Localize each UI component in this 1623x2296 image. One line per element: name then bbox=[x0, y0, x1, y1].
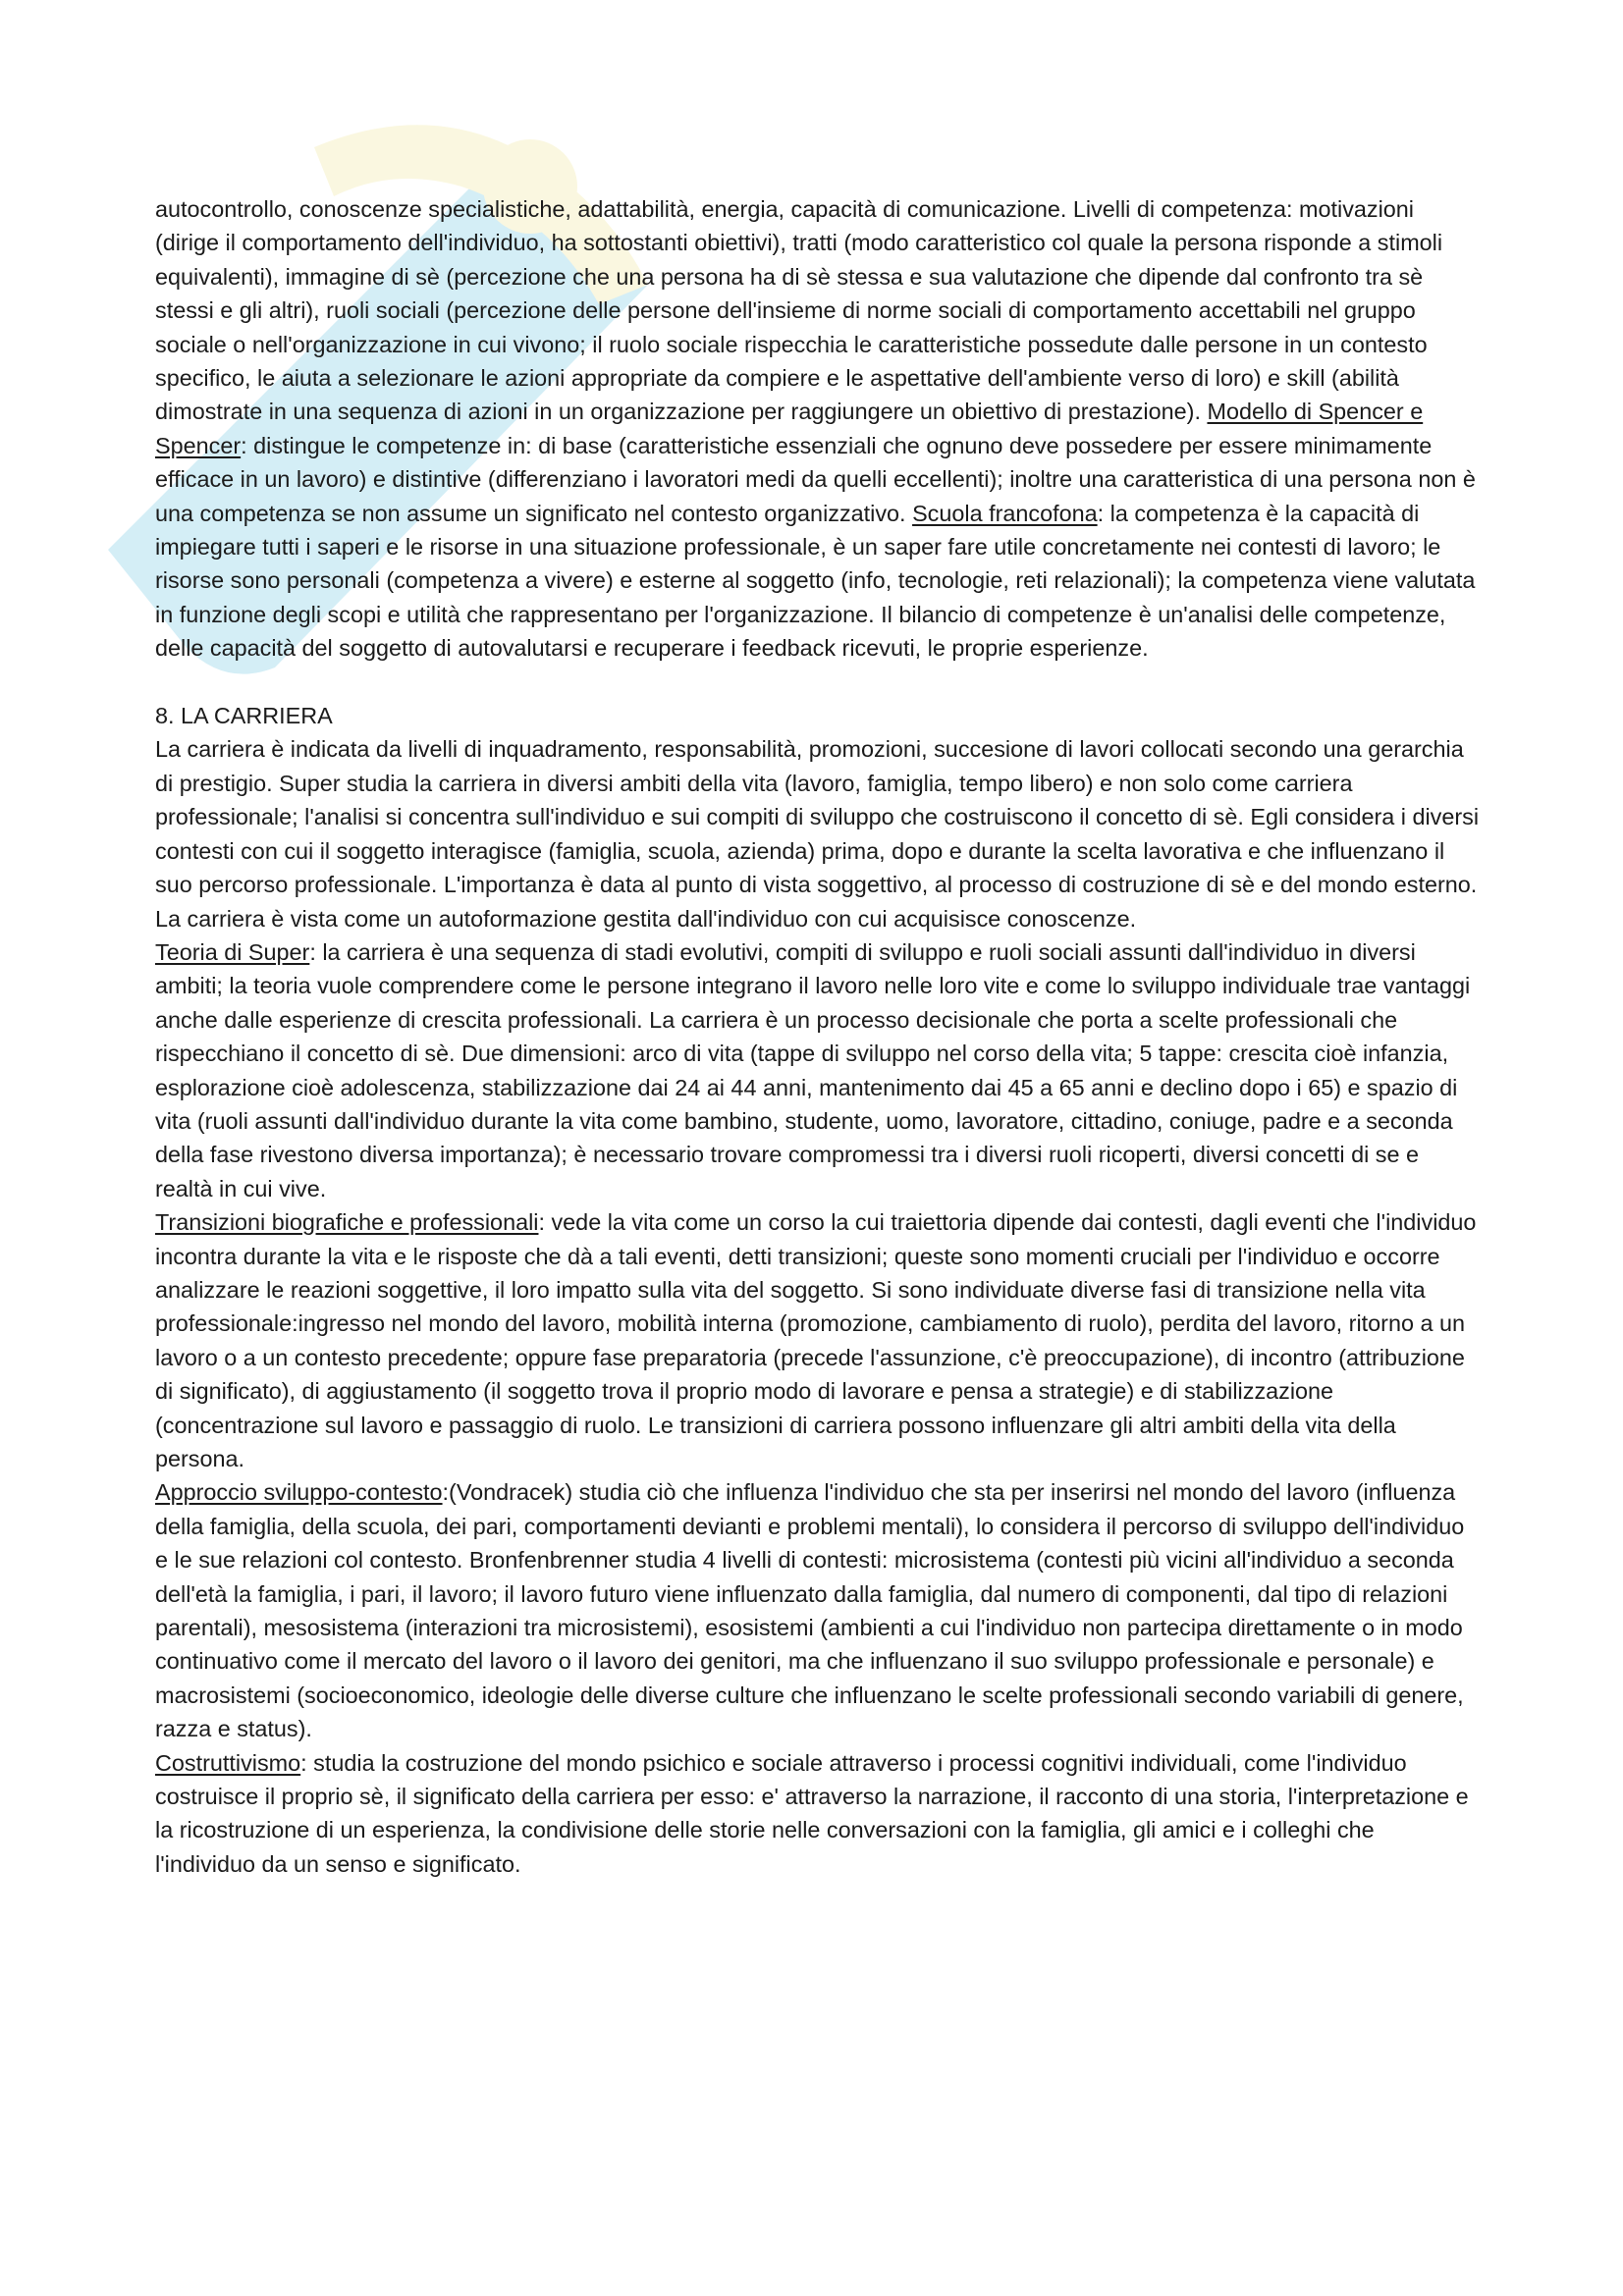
paragraph-text: : distingue le competenze in: di base (caratteristiche essenziali che ognuno deve possedere per essere minimamente efficace in un lavoro) e distintive (differenziano i lavoratori medi da quelli eccellenti); inoltre una caratteristica di una persona non è una competenza se non assume un significato nel contesto organizzativo. bbox=[155, 432, 1476, 526]
paragraph-text: :(Vondracek) studia ciò che influenza l'individuo che sta per inserirsi nel mondo del lavoro (influenza della famiglia, della scuola, dei pari, comportamenti devianti e problemi mentali), lo considera il percorso di sviluppo dell'individuo e le sue relazioni col contesto. Bronfenbrenner studia 4 livelli di contesti: microsistema (contesti più vicini all'individuo a seconda dell'età la famiglia, i pari, il lavoro; il lavoro futuro viene influenzato dalla famiglia, dal numero di componenti, dal tipo di relazioni parentali), mesosistema (interazioni tra microsistemi), esosistemi (ambienti a cui l'individuo non partecipa direttamente o in modo continuativo come il mercato del lavoro o il lavoro dei genitori, ma che influenzano il suo sviluppo professionale e personale) e macrosistemi (socioeconomico, ideologie delle diverse culture che influenzano le scelte professionali secondo variabili di genere, razza e status). bbox=[155, 1479, 1465, 1742]
term-francophone-school: Scuola francofona bbox=[912, 500, 1098, 526]
development-context-paragraph bbox=[155, 1475, 1481, 1745]
document-page bbox=[155, 192, 1481, 1881]
term-super-theory: Teoria di Super bbox=[155, 938, 310, 965]
career-intro-paragraph: La carriera è indicata da livelli di inquadramento, responsabilità, promozioni, succesione di lavori collocati secondo una gerarchia di prestigio. Super studia la carriera in diversi ambiti della vita (lavoro, famiglia, tempo libero) e non solo come carriera professionale; l'analisi si concentra sull'individuo e sui compiti di sviluppo che costruiscono il concetto di sè. Egli considera i diversi contesti con cui il soggetto interagisce (famiglia, scuola, azienda) prima, dopo e durante la scelta lavorativa e che influenzano il suo percorso professionale. L'importanza è data al punto di vista soggettivo, al processo di costruzione di sè e del mondo esterno. La carriera è vista come un autoformazione gestita dall'individuo con cui acquisisce conoscenze. bbox=[155, 736, 1480, 932]
term-constructivism: Costruttivismo bbox=[155, 1749, 301, 1776]
term-transitions: Transizioni biografiche e professionali bbox=[155, 1209, 539, 1236]
competence-paragraph bbox=[155, 192, 1481, 666]
transitions-paragraph bbox=[155, 1205, 1481, 1475]
term-spencer-model: Modello di Spencer e Spencer bbox=[155, 399, 1424, 458]
paragraph-text: : la competenza è la capacità di impiegare tutti i saperi e le risorse in una situazione professionale, è un saper fare utile concretamente nei contesti di lavoro; le risorse sono personali (competenza a vivere) e esterne al soggetto (info, tecnologie, reti relazionali); la competenza viene valutata in funzione degli scopi e utilità che rappresentano per l'organizzazione. Il bilancio di competenze è un'analisi delle competenze, delle capacità del soggetto di autovalutarsi e recuperare i feedback ricevuti, le proprie esperienze. bbox=[155, 500, 1476, 662]
super-theory-paragraph bbox=[155, 935, 1481, 1205]
term-development-context: Approccio sviluppo-contesto bbox=[155, 1479, 443, 1506]
paragraph-text: : studia la costruzione del mondo psichico e sociale attraverso i processi cognitivi individuali, come l'individuo costruisce il proprio sè, il significato della carriera per esso: e' attraverso la narrazione, il racconto di una storia, l'interpretazione e la ricostruzione di un esperienza, la condivisione delle storie nelle conversazioni con la famiglia, gli amici e i colleghi che l'individuo da un senso e significato. bbox=[155, 1749, 1469, 1877]
paragraph-text: autocontrollo, conoscenze specialistiche, adattabilità, energia, capacità di comunicazione. Livelli di competenza: motivazioni (dirige il comportamento dell'individuo, ha sottostanti obiettivi), tratti (modo caratteristico col quale la persona risponde a stimoli equivalenti), immagine di sè (percezione che una persona ha di sè stessa e sua valutazione che dipende dal confronto tra sè stessi e gli altri), ruoli sociali (percezione delle persone dell'insieme di norme sociali di comportamento accettabili nel gruppo sociale o nell'organizzazione in cui vivono; il ruolo sociale rispecchia le caratteristiche possedute dalle persone in un contesto specifico, le aiuta a selezionare le azioni appropriate da compiere e le aspettative dell'ambiente verso di loro) e skill (abilità dimostrate in una sequenza di azioni in un organizzazione per raggiungere un obiettivo di prestazione). bbox=[155, 196, 1443, 425]
paragraph-text: : la carriera è una sequenza di stadi evolutivi, compiti di sviluppo e ruoli sociali assunti dall'individuo in diversi ambiti; la teoria vuole comprendere come le persone integrano il lavoro nelle loro vite e come lo sviluppo individuale trae vantaggi anche dalle esperienze di crescita professionali. La carriera è un processo decisionale che porta a scelte professionali che rispecchiano il concetto di sè. Due dimensioni: arco di vita (tappe di sviluppo nel corso della vita; 5 tappe: crescita cioè infanzia, esplorazione cioè adolescenza, stabilizzazione dai 24 ai 44 anni, mantenimento dai 45 a 65 anni e declino dopo i 65) e spazio di vita (ruoli assunti dall'individuo durante la vita come bambino, studente, uomo, lavoratore, cittadino, coniuge, padre e a seconda della fase rivestono diversa importanza); è necessario trovare compromessi tra i diversi ruoli ricoperti, diversi concetti di se e realtà in cui vive. bbox=[155, 938, 1471, 1201]
section-heading: 8. LA CARRIERA bbox=[155, 703, 333, 729]
paragraph-text: : vede la vita come un corso la cui traiettoria dipende dai contesti, dagli eventi che l'individuo incontra durante la vita e le risposte che dà a tali eventi, detti transizioni; queste sono momenti cruciali per l'individuo e occorre analizzare le reazioni soggettive, il loro impatto sulla vita del soggetto. Si sono individuate diverse fasi di transizione nella vita professionale:ingresso nel mondo del lavoro, mobilità interna (promozione, cambiamento di ruolo), perdita del lavoro, ritorno a un lavoro o a un contesto precedente; oppure fase preparatoria (precede l'assunzione, c'è preoccupazione), di incontro (attribuzione di significato), di aggiustamento (il soggetto trova il proprio modo di lavorare e pensa a strategie) e di stabilizzazione (concentrazione sul lavoro e passaggio di ruolo. Le transizioni di carriera possono influenzare gli altri ambiti della vita della persona. bbox=[155, 1209, 1477, 1472]
constructivism-paragraph bbox=[155, 1746, 1481, 1882]
